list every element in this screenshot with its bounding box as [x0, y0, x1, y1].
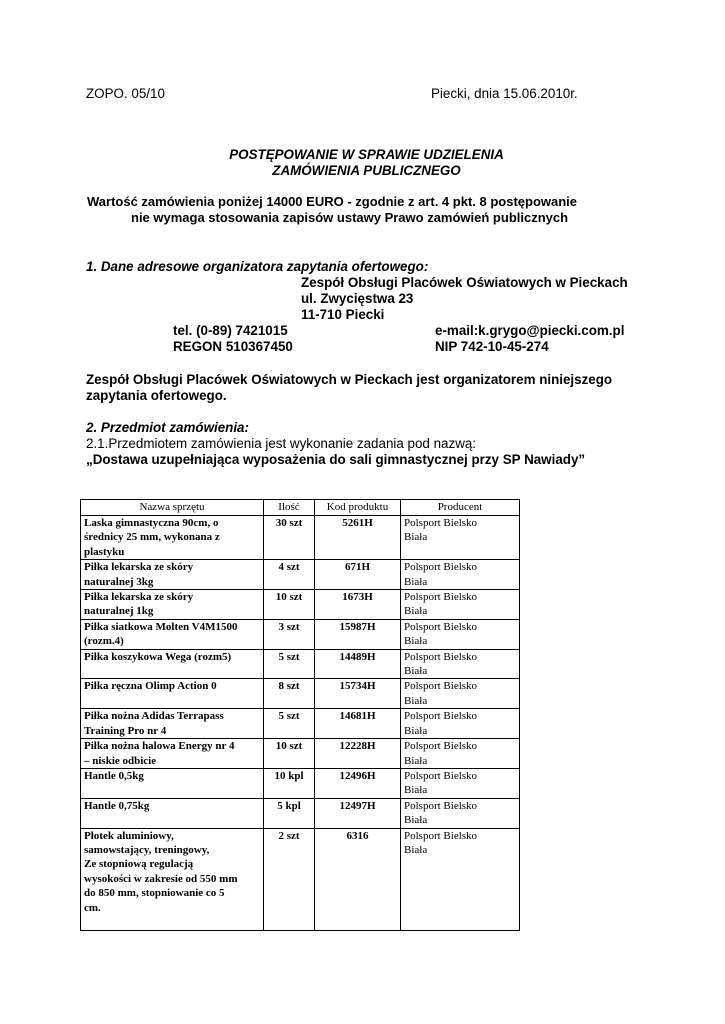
cell-item-name [81, 516, 264, 560]
organizer-note-line-2: zapytania ofertowego. [86, 388, 227, 403]
cell-producer-line: Polsport Bielsko [404, 591, 478, 604]
cell-producer-line: Polsport Bielsko [404, 680, 478, 693]
cell-quantity: 10 szt [264, 590, 315, 620]
section-2-heading: 2. Przedmiot zamówienia: [86, 420, 249, 435]
cell-producer-line: Biała [404, 635, 428, 648]
cell-product-code: 12497H [315, 798, 401, 828]
cell-producer-line: Polsport Bielsko [404, 620, 478, 633]
cell-quantity: 5 kpl [264, 798, 315, 828]
cell-producer-line: Biała [404, 575, 428, 588]
title-line-1: POSTĘPOWANIE W SPRAWIE UDZIELENIA [229, 147, 504, 162]
table-row [81, 768, 520, 798]
cell-producer [401, 516, 520, 560]
table-row [81, 649, 520, 679]
cell-item-name [81, 619, 264, 649]
cell-producer-line: Biała [404, 724, 428, 737]
cell-item-name-line: Piłka koszykowa Wega (rozm5) [84, 650, 232, 663]
cell-quantity: 10 kpl [264, 768, 315, 798]
cell-quantity: 2 szt [264, 828, 315, 930]
cell-quantity: 3 szt [264, 619, 315, 649]
cell-producer [401, 768, 520, 798]
cell-producer-line: Polsport Bielsko [404, 710, 478, 723]
cell-producer-line: Biała [404, 694, 428, 707]
organization-street: ul. Zwycięstwa 23 [301, 291, 414, 306]
cell-producer-line: Biała [404, 531, 428, 544]
cell-producer [401, 828, 520, 930]
table-row [81, 798, 520, 828]
column-header-product-code: Kod produktu [315, 500, 401, 516]
task-name: „Dostawa uzupełniająca wyposażenia do sali gimnastycznej przy SP Nawiady” [86, 452, 586, 467]
cell-item-name [81, 560, 264, 590]
table-header-row [81, 500, 520, 516]
organization-email: e-mail:k.grygo@piecki.com.pl [435, 323, 625, 338]
cell-product-code: 14489H [315, 649, 401, 679]
cell-product-code: 12496H [315, 768, 401, 798]
cell-product-code: 14681H [315, 709, 401, 739]
column-header-quantity: Ilość [264, 500, 315, 516]
cell-producer [401, 649, 520, 679]
table-row [81, 709, 520, 739]
cell-producer-line: Biała [404, 843, 428, 856]
value-note-line-2: nie wymaga stosowania zapisów ustawy Prawo zamówień publicznych [131, 210, 569, 225]
cell-producer-line: Biała [404, 605, 428, 618]
cell-item-name [81, 798, 264, 828]
table-row [81, 560, 520, 590]
cell-producer [401, 590, 520, 620]
cell-item-name-line: Hantle 0,5kg [84, 769, 144, 782]
cell-item-name-line: Piłka nożna Adidas Terrapass [84, 710, 224, 723]
cell-quantity: 30 szt [264, 516, 315, 560]
cell-item-name-line: Piłka lekarska ze skóry [84, 561, 194, 574]
cell-item-name [81, 739, 264, 769]
cell-item-name-line: cm. [84, 901, 101, 914]
cell-item-name [81, 828, 264, 930]
section-1-heading: 1. Dane adresowe organizatora zapytania ofertowego: [86, 259, 429, 274]
cell-producer [401, 739, 520, 769]
cell-quantity: 4 szt [264, 560, 315, 590]
cell-producer-line: Biała [404, 665, 428, 678]
cell-producer-line: Biała [404, 754, 428, 767]
cell-item-name-line: Płotek aluminiowy, [84, 829, 174, 842]
cell-quantity: 5 szt [264, 709, 315, 739]
table-row [81, 590, 520, 620]
cell-item-name [81, 679, 264, 709]
cell-item-name-line: Training Pro nr 4 [84, 724, 167, 737]
cell-producer [401, 798, 520, 828]
section-2-subpoint: 2.1.Przedmiotem zamówienia jest wykonanie zadania pod nazwą: [86, 436, 477, 451]
table-row [81, 516, 520, 560]
cell-quantity: 8 szt [264, 679, 315, 709]
cell-producer [401, 619, 520, 649]
cell-item-name-line: Piłka lekarska ze skóry [84, 591, 194, 604]
table-body [81, 516, 520, 931]
table-row [81, 619, 520, 649]
organization-regon: REGON 510367450 [173, 339, 293, 354]
cell-item-name-line: (rozm.4) [84, 635, 124, 648]
cell-producer-line: Polsport Bielsko [404, 799, 478, 812]
cell-item-name-line: Piłka siatkowa Molten V4M1500 [84, 620, 238, 633]
cell-producer-line: Biała [404, 814, 428, 827]
cell-producer-line: Polsport Bielsko [404, 769, 478, 782]
cell-product-code: 6316 [315, 828, 401, 930]
cell-item-name-line: plastyku [84, 545, 125, 558]
cell-product-code: 12228H [315, 739, 401, 769]
cell-producer-line: Polsport Bielsko [404, 829, 478, 842]
cell-item-name-line: Piłka nożna halowa Energy nr 4 [84, 740, 235, 753]
cell-producer-line: Polsport Bielsko [404, 517, 478, 529]
cell-item-name-line: średnicy 25 mm, wykonana z [84, 531, 220, 544]
cell-producer-line: Polsport Bielsko [404, 561, 478, 574]
value-note-line-1: Wartość zamówienia poniżej 14000 EURO - zgodnie z art. 4 pkt. 8 postępowanie [87, 194, 578, 209]
cell-product-code: 671H [315, 560, 401, 590]
place-and-date: Piecki, dnia 15.06.2010r. [431, 86, 578, 101]
cell-producer-line: Biała [404, 784, 428, 797]
cell-item-name-line: Laska gimnastyczna 90cm, o [84, 517, 219, 529]
cell-quantity: 5 szt [264, 649, 315, 679]
cell-producer-line: Polsport Bielsko [404, 650, 478, 663]
table-row [81, 679, 520, 709]
cell-product-code: 1673H [315, 590, 401, 620]
organization-nip: NIP 742-10-45-274 [435, 339, 549, 354]
cell-product-code: 15734H [315, 679, 401, 709]
table-row [81, 739, 520, 769]
cell-item-name-line: naturalnej 3kg [84, 575, 154, 588]
title-line-2: ZAMÓWIENIA PUBLICZNEGO [272, 163, 461, 178]
cell-item-name [81, 649, 264, 679]
column-header-producer: Producent [401, 500, 520, 516]
cell-item-name-line: Ze stopniową regulacją [84, 858, 194, 871]
equipment-table [80, 499, 520, 931]
cell-item-name-line: naturalnej 1kg [84, 605, 154, 618]
cell-quantity: 10 szt [264, 739, 315, 769]
reference-number: ZOPO. 05/10 [86, 86, 165, 101]
cell-item-name [81, 590, 264, 620]
cell-producer [401, 560, 520, 590]
table-row [81, 828, 520, 930]
organization-phone: tel. (0-89) 7421015 [173, 323, 288, 338]
cell-item-name-line: do 850 mm, stopniowanie co 5 [84, 887, 225, 900]
cell-item-name-line: samowstający, treningowy, [84, 843, 210, 856]
cell-item-name-line: – niskie odbicie [84, 754, 157, 767]
cell-item-name-line: Piłka ręczna Olimp Action 0 [84, 680, 217, 693]
organization-city: 11-710 Piecki [301, 307, 385, 322]
cell-producer [401, 679, 520, 709]
organization-name: Zespół Obsługi Placówek Oświatowych w Pieckach [301, 275, 628, 290]
organizer-note-line-1: Zespół Obsługi Placówek Oświatowych w Pieckach jest organizatorem niniejszego [86, 372, 613, 387]
cell-item-name-line: Hantle 0,75kg [84, 799, 150, 812]
cell-producer [401, 709, 520, 739]
cell-item-name [81, 709, 264, 739]
cell-producer-line: Polsport Bielsko [404, 740, 478, 753]
cell-item-name [81, 768, 264, 798]
cell-product-code: 5261H [315, 516, 401, 560]
cell-item-name-line: wysokości w zakresie od 550 mm [84, 872, 238, 885]
cell-product-code: 15987H [315, 619, 401, 649]
column-header-name: Nazwa sprzętu [81, 500, 264, 516]
